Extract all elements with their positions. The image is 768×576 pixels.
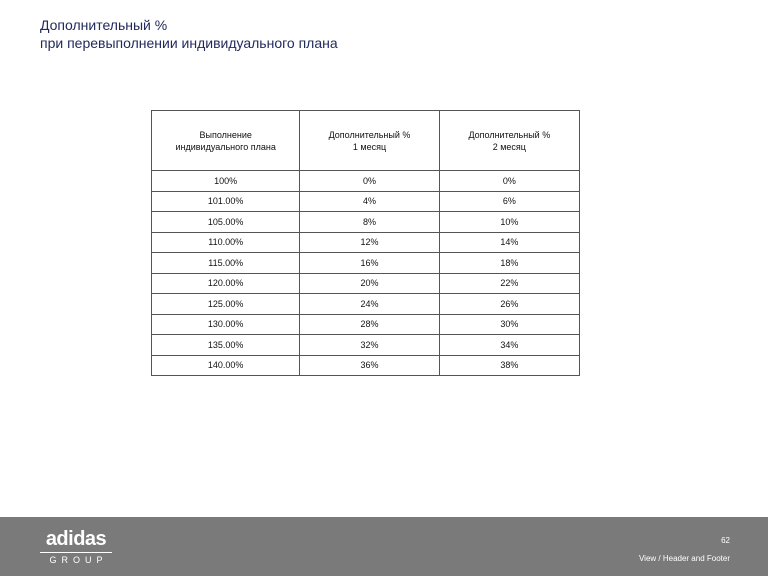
table-row (152, 314, 580, 335)
header-plan-completion (152, 111, 300, 171)
table-row (152, 335, 580, 356)
plan-completion-cell: 140.00% (152, 355, 300, 376)
logo-wordmark: adidas (45, 528, 107, 550)
header-plan-completion-line-2: индивидуального плана (175, 141, 276, 152)
adidas-group-logo (40, 529, 112, 565)
title-line-1: Дополнительный % (40, 17, 168, 33)
header-bonus-month-1 (300, 111, 439, 171)
title-line-2: при перевыполнении индивидуального плана (40, 35, 338, 51)
table-row (152, 171, 580, 192)
bonus-month-2-cell: 14% (439, 232, 579, 253)
table-row (152, 191, 580, 212)
bonus-month-1-cell: 28% (300, 314, 439, 335)
bonus-month-2-cell: 38% (439, 355, 579, 376)
plan-completion-cell: 125.00% (152, 294, 300, 315)
page-number: 62 (721, 536, 730, 545)
table-row (152, 232, 580, 253)
bonus-month-1-cell: 0% (300, 171, 439, 192)
page-title (40, 16, 640, 52)
table-header-row (152, 111, 580, 171)
table-body (152, 171, 580, 376)
bonus-month-1-cell: 24% (300, 294, 439, 315)
logo-divider (40, 552, 112, 553)
bonus-table (151, 110, 580, 376)
bonus-month-2-cell: 22% (439, 273, 579, 294)
bonus-month-2-cell: 30% (439, 314, 579, 335)
plan-completion-cell: 115.00% (152, 253, 300, 274)
plan-completion-cell: 105.00% (152, 212, 300, 233)
bonus-month-1-cell: 4% (300, 191, 439, 212)
table-row (152, 212, 580, 233)
bonus-month-2-cell: 10% (439, 212, 579, 233)
plan-completion-cell: 101.00% (152, 191, 300, 212)
bonus-month-1-cell: 16% (300, 253, 439, 274)
footer-text: View / Header and Footer (638, 554, 730, 563)
plan-completion-cell: 120.00% (152, 273, 300, 294)
bonus-month-2-cell: 0% (439, 171, 579, 192)
bonus-month-1-cell: 32% (300, 335, 439, 356)
header-bonus-month-2-line-2: 2 месяц (492, 141, 526, 152)
header-bonus-month-2-line-1: Дополнительный % (468, 129, 551, 140)
bonus-month-1-cell: 12% (300, 232, 439, 253)
table-row (152, 273, 580, 294)
bonus-month-1-cell: 36% (300, 355, 439, 376)
header-bonus-month-1-line-1: Дополнительный % (328, 129, 411, 140)
header-bonus-month-2 (439, 111, 579, 171)
bonus-month-2-cell: 26% (439, 294, 579, 315)
plan-completion-cell: 100% (152, 171, 300, 192)
bonus-month-2-cell: 6% (439, 191, 579, 212)
footer-bar (0, 517, 768, 576)
bonus-month-1-cell: 20% (300, 273, 439, 294)
table-row (152, 355, 580, 376)
bonus-month-2-cell: 34% (439, 335, 579, 356)
logo-group-text: GROUP (49, 555, 108, 565)
header-bonus-month-1-line-2: 1 месяц (352, 141, 387, 152)
plan-completion-cell: 110.00% (152, 232, 300, 253)
table-row (152, 253, 580, 274)
table-row (152, 294, 580, 315)
plan-completion-cell: 130.00% (152, 314, 300, 335)
header-plan-completion-line-1: Выполнение (199, 129, 252, 140)
plan-completion-cell: 135.00% (152, 335, 300, 356)
bonus-month-2-cell: 18% (439, 253, 579, 274)
bonus-month-1-cell: 8% (300, 212, 439, 233)
